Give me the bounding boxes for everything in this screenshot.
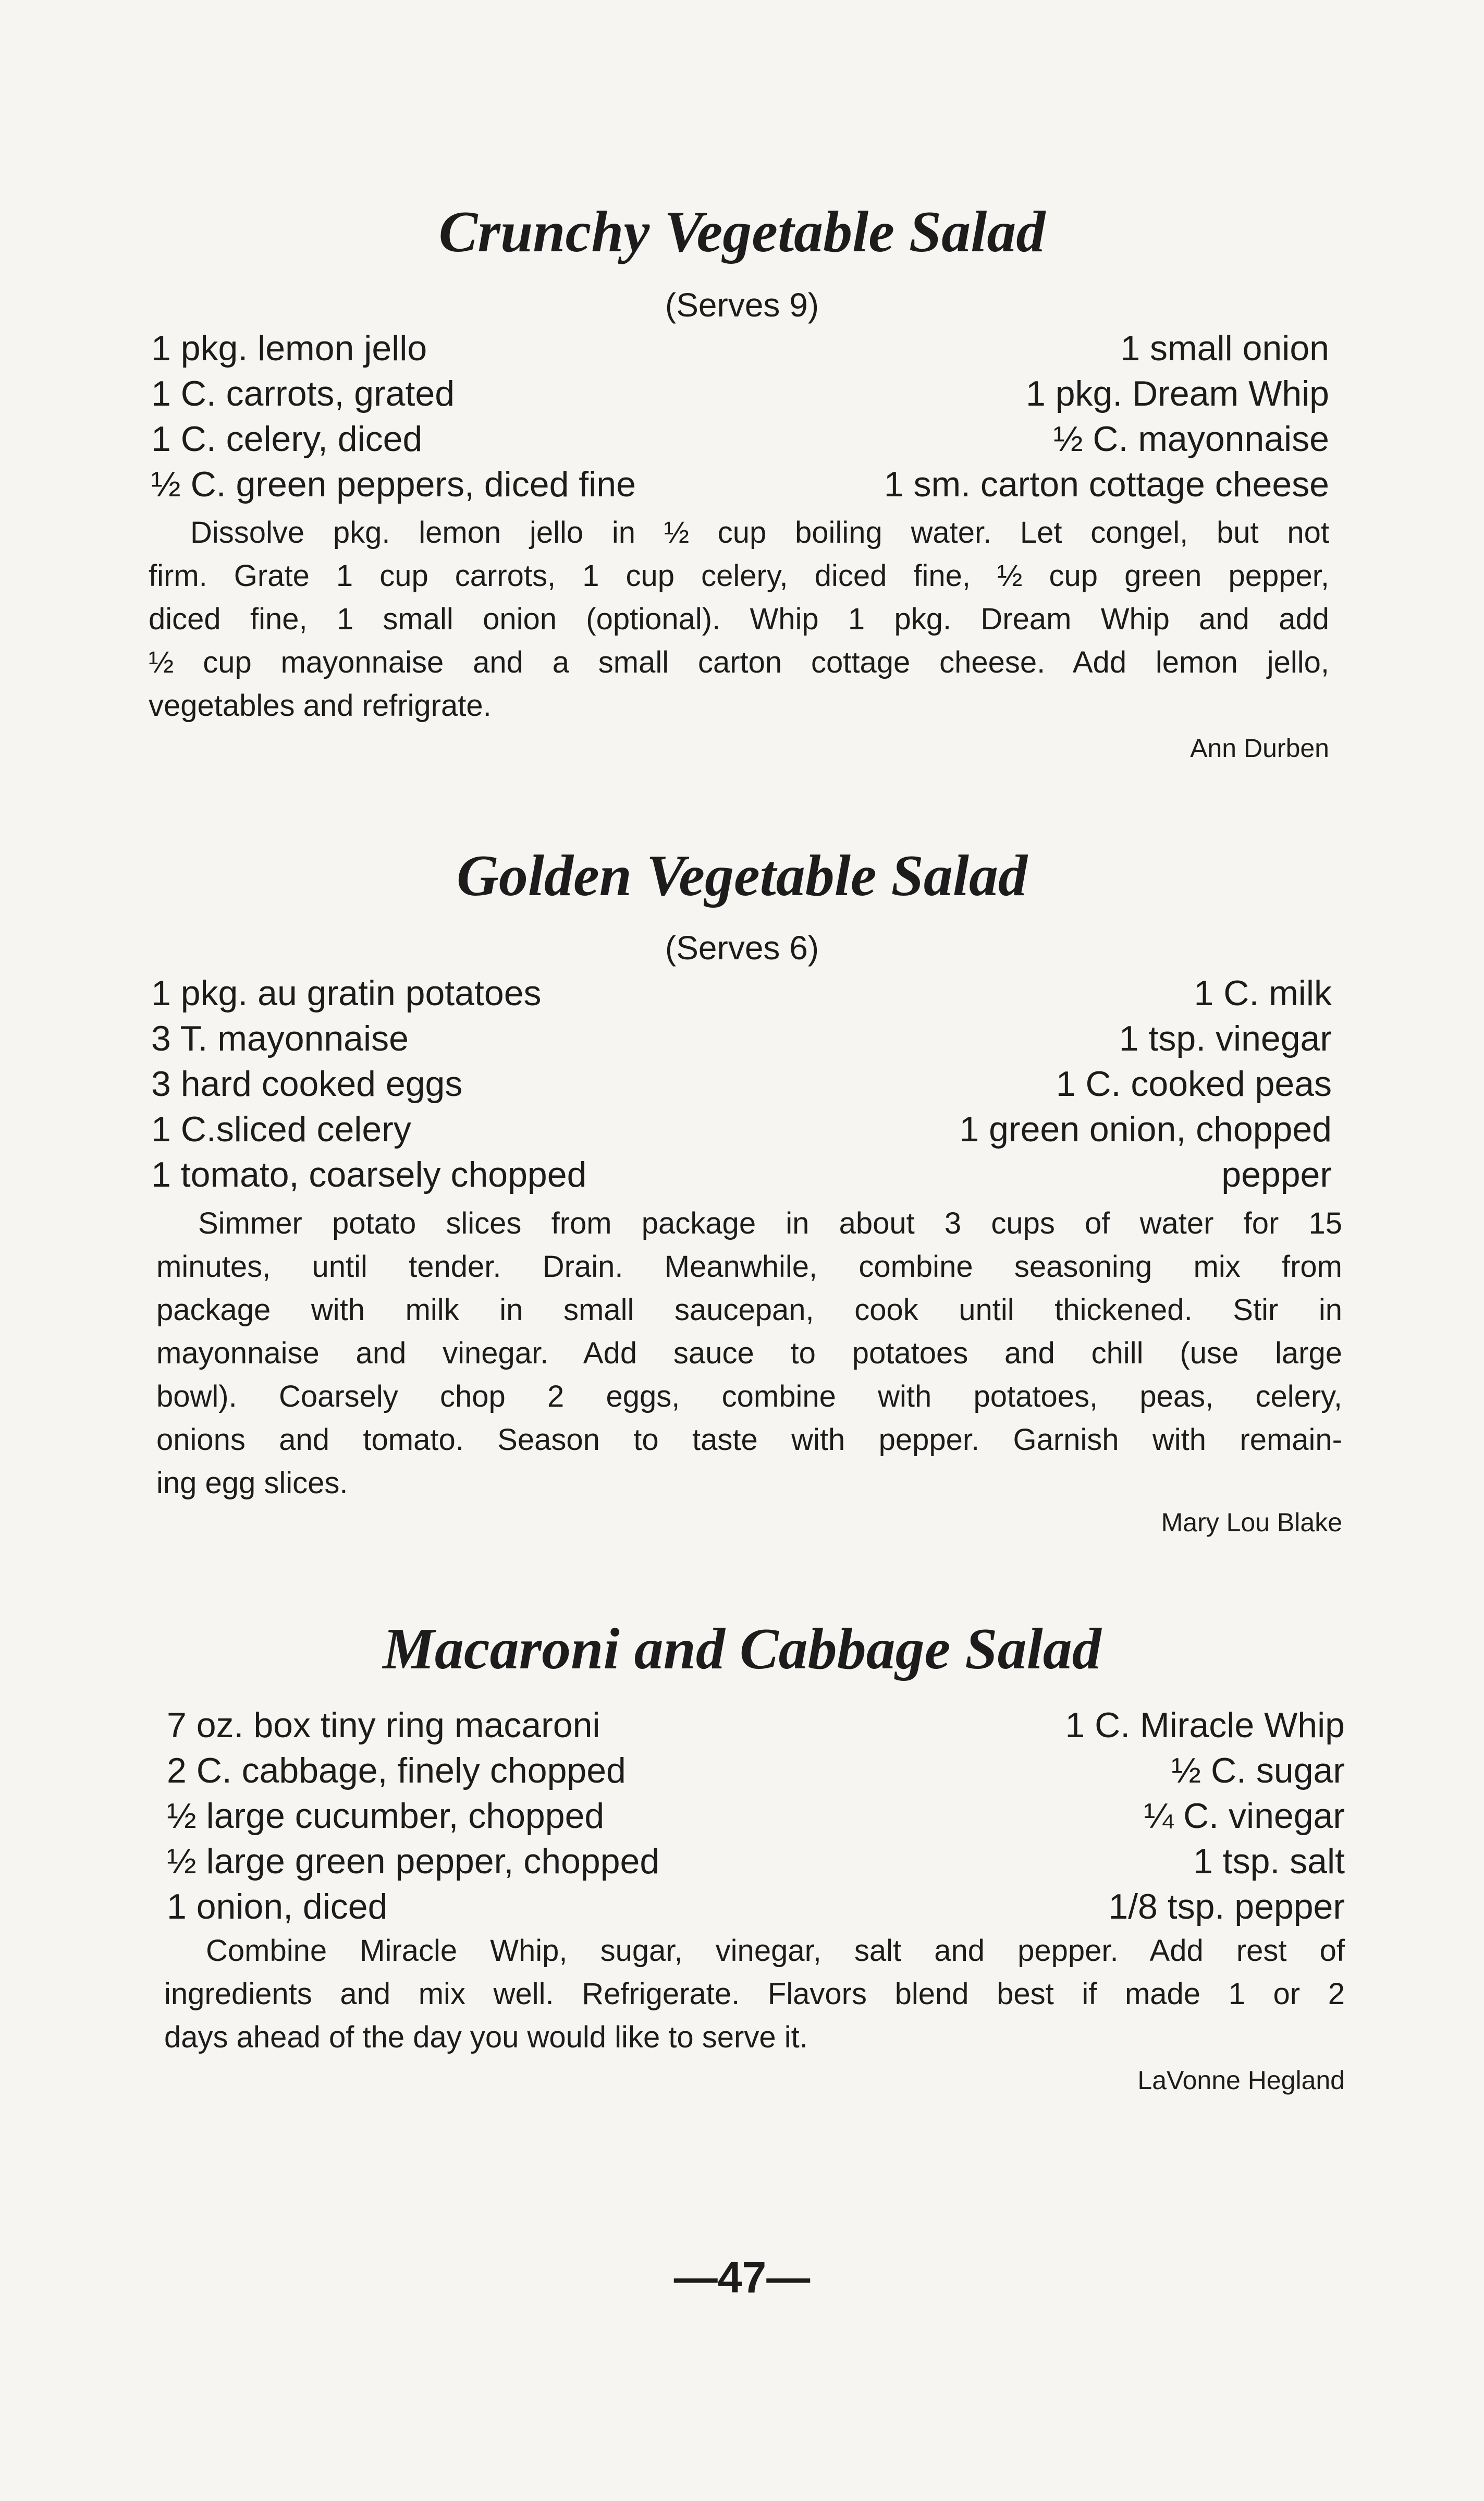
- ingredient-right: 1 pkg. Dream Whip: [1026, 374, 1329, 413]
- recipe-title: Golden Vegetable Salad: [456, 844, 1028, 908]
- ingredient-right: 1/8 tsp. pepper: [1108, 1887, 1345, 1926]
- ingredient-row: [151, 371, 1329, 417]
- ingredient-row: [151, 1107, 1332, 1152]
- ingredient-row: [167, 1884, 1345, 1930]
- ingredient-right: 1 C. Miracle Whip: [1065, 1705, 1345, 1745]
- ingredient-left: ½ C. green peppers, diced fine: [151, 465, 636, 504]
- recipe-author: LaVonne Hegland: [1137, 2066, 1345, 2095]
- ingredient-right: pepper: [1221, 1155, 1332, 1194]
- ingredient-left: 1 onion, diced: [167, 1887, 388, 1926]
- ingredient-right: ½ C. sugar: [1171, 1751, 1345, 1790]
- recipe-author: Ann Durben: [1190, 734, 1329, 763]
- directions-line: diced fine, 1 small onion (optional). Whip 1 pkg. Dream Whip and add: [149, 602, 1329, 636]
- directions-line: mayonnaise and vinegar. Add sauce to potatoes and chill (use large: [156, 1336, 1342, 1370]
- ingredient-row: [151, 462, 1329, 507]
- recipe-serves: (Serves 6): [665, 929, 819, 967]
- ingredient-left: ½ large cucumber, chopped: [167, 1796, 605, 1836]
- ingredient-right: 1 sm. carton cottage cheese: [884, 465, 1329, 504]
- ingredient-left: 1 tomato, coarsely chopped: [151, 1155, 587, 1194]
- ingredient-row: [151, 1062, 1332, 1107]
- recipe-title: Macaroni and Cabbage Salad: [383, 1617, 1101, 1681]
- ingredient-row: [167, 1703, 1345, 1748]
- ingredient-right: 1 C. cooked peas: [1056, 1064, 1332, 1104]
- page-number: —47—: [673, 2253, 811, 2302]
- directions-line: days ahead of the day you would like to serve it.: [164, 2020, 808, 2054]
- ingredient-right: ¼ C. vinegar: [1144, 1796, 1345, 1836]
- ingredient-row: [151, 326, 1329, 371]
- ingredient-right: 1 tsp. salt: [1193, 1841, 1345, 1881]
- directions-line: bowl). Coarsely chop 2 eggs, combine with potatoes, peas, celery,: [156, 1380, 1342, 1413]
- directions-line: Combine Miracle Whip, sugar, vinegar, salt and pepper. Add rest of: [206, 1934, 1345, 1968]
- ingredient-left: 1 pkg. lemon jello: [151, 328, 427, 368]
- ingredient-row: [151, 971, 1332, 1016]
- ingredient-left: 1 C.sliced celery: [151, 1109, 411, 1149]
- recipe-serves: (Serves 9): [665, 286, 819, 324]
- ingredient-left: 7 oz. box tiny ring macaroni: [167, 1705, 600, 1745]
- ingredient-row: [151, 1152, 1332, 1198]
- ingredient-row: [151, 417, 1329, 462]
- directions-line: firm. Grate 1 cup carrots, 1 cup celery, diced fine, ½ cup green pepper,: [149, 559, 1329, 593]
- recipe-directions: [149, 511, 1329, 727]
- ingredient-row: [151, 1016, 1332, 1062]
- directions-line: vegetables and refrigrate.: [149, 689, 492, 723]
- directions-line: minutes, until tender. Drain. Meanwhile, combine seasoning mix from: [156, 1250, 1342, 1284]
- ingredient-right: ½ C. mayonnaise: [1053, 419, 1329, 459]
- recipe-title: Crunchy Vegetable Salad: [438, 200, 1046, 264]
- recipe-directions: [156, 1202, 1342, 1505]
- ingredient-row: [167, 1748, 1345, 1794]
- directions-line: onions and tomato. Season to taste with pepper. Garnish with remain-: [156, 1423, 1342, 1457]
- ingredient-right: 1 small onion: [1120, 328, 1329, 368]
- ingredient-left: 3 hard cooked eggs: [151, 1064, 463, 1104]
- recipe-author: Mary Lou Blake: [1161, 1508, 1342, 1537]
- directions-line: ingredients and mix well. Refrigerate. Flavors blend best if made 1 or 2: [164, 1977, 1345, 2011]
- directions-line: ½ cup mayonnaise and a small carton cottage cheese. Add lemon jello,: [149, 645, 1329, 679]
- directions-line: Simmer potato slices from package in about 3 cups of water for 15: [198, 1206, 1342, 1240]
- ingredient-left: ½ large green pepper, chopped: [167, 1841, 660, 1881]
- ingredient-left: 1 pkg. au gratin potatoes: [151, 973, 542, 1013]
- ingredient-left: 2 C. cabbage, finely chopped: [167, 1751, 626, 1790]
- directions-line: ing egg slices.: [156, 1466, 348, 1500]
- ingredient-right: 1 tsp. vinegar: [1119, 1019, 1332, 1058]
- directions-line: package with milk in small saucepan, cook until thickened. Stir in: [156, 1293, 1342, 1327]
- ingredient-row: [167, 1794, 1345, 1839]
- ingredient-left: 1 C. celery, diced: [151, 419, 423, 459]
- recipe-directions: [164, 1929, 1345, 2059]
- ingredient-left: 1 C. carrots, grated: [151, 374, 455, 413]
- ingredient-right: 1 C. milk: [1194, 973, 1332, 1013]
- directions-line: Dissolve pkg. lemon jello in ½ cup boiling water. Let congel, but not: [190, 516, 1329, 550]
- ingredient-left: 3 T. mayonnaise: [151, 1019, 409, 1058]
- ingredient-right: 1 green onion, chopped: [959, 1109, 1332, 1149]
- ingredient-row: [167, 1839, 1345, 1884]
